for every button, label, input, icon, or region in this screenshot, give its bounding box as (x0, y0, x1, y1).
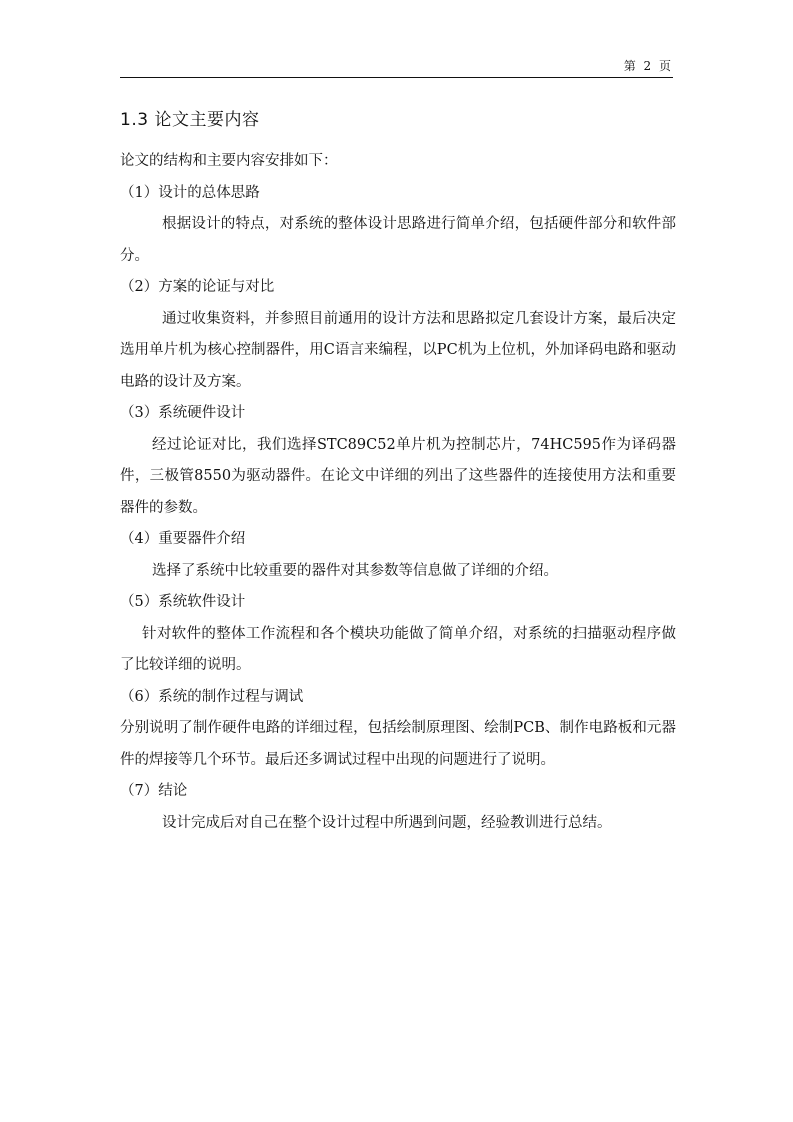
item-1-text: 根据设计的特点，对系统的整体设计思路进行简单介绍，包括硬件部分和软件部分。 (120, 216, 676, 264)
item-5-text: 针对软件的整体工作流程和各个模块功能做了简单介绍，对系统的扫描驱动程序做了比较详细的说明。 (120, 625, 676, 673)
item-3-title: （3）系统硬件设计 (120, 405, 246, 421)
item-1-title: （1）设计的总体思路 (120, 184, 260, 201)
section-heading: 1.3 论文主要内容 (120, 110, 260, 130)
header-divider (120, 77, 673, 78)
item-2-title: （2）方案的论证与对比 (120, 279, 275, 295)
intro-paragraph: 论文的结构和主要内容安排如下： (120, 153, 338, 169)
item-4-title: （4）重要器件介绍 (120, 531, 246, 547)
body-content (120, 146, 676, 839)
item-3-text: 经过论证对比，我们选择STC89C52单片机为控制芯片，74HC595作为译码器件，三极管8550为驱动器件。在论文中详细的列出了这些器件的连接使用方法和重要器件的参数。 (120, 436, 676, 516)
item-7-title: （7）结论 (120, 783, 188, 799)
item-7-text: 设计完成后对自己在整个设计过程中所遇到问题，经验教训进行总结。 (162, 814, 612, 831)
item-6-text: 分别说明了制作硬件电路的详细过程，包括绘制原理图、绘制PCB、制作电路板和元器件的焊接等几个环节。最后还多调试过程中出现的问题进行了说明。 (120, 720, 676, 768)
item-5-title: （5）系统软件设计 (120, 594, 246, 610)
item-6-title: （6）系统的制作过程与调试 (120, 688, 304, 705)
page-number: 第 2 页 (623, 59, 673, 73)
item-2-text: 通过收集资料，并参照目前通用的设计方法和思路拟定几套设计方案，最后决定选用单片机为核心控制器件，用C语言来编程，以PC机为上位机，外加译码电路和驱动电路的设计及方案。 (120, 310, 676, 390)
item-4-text: 选择了系统中比较重要的器件对其参数等信息做了详细的介绍。 (152, 562, 558, 579)
